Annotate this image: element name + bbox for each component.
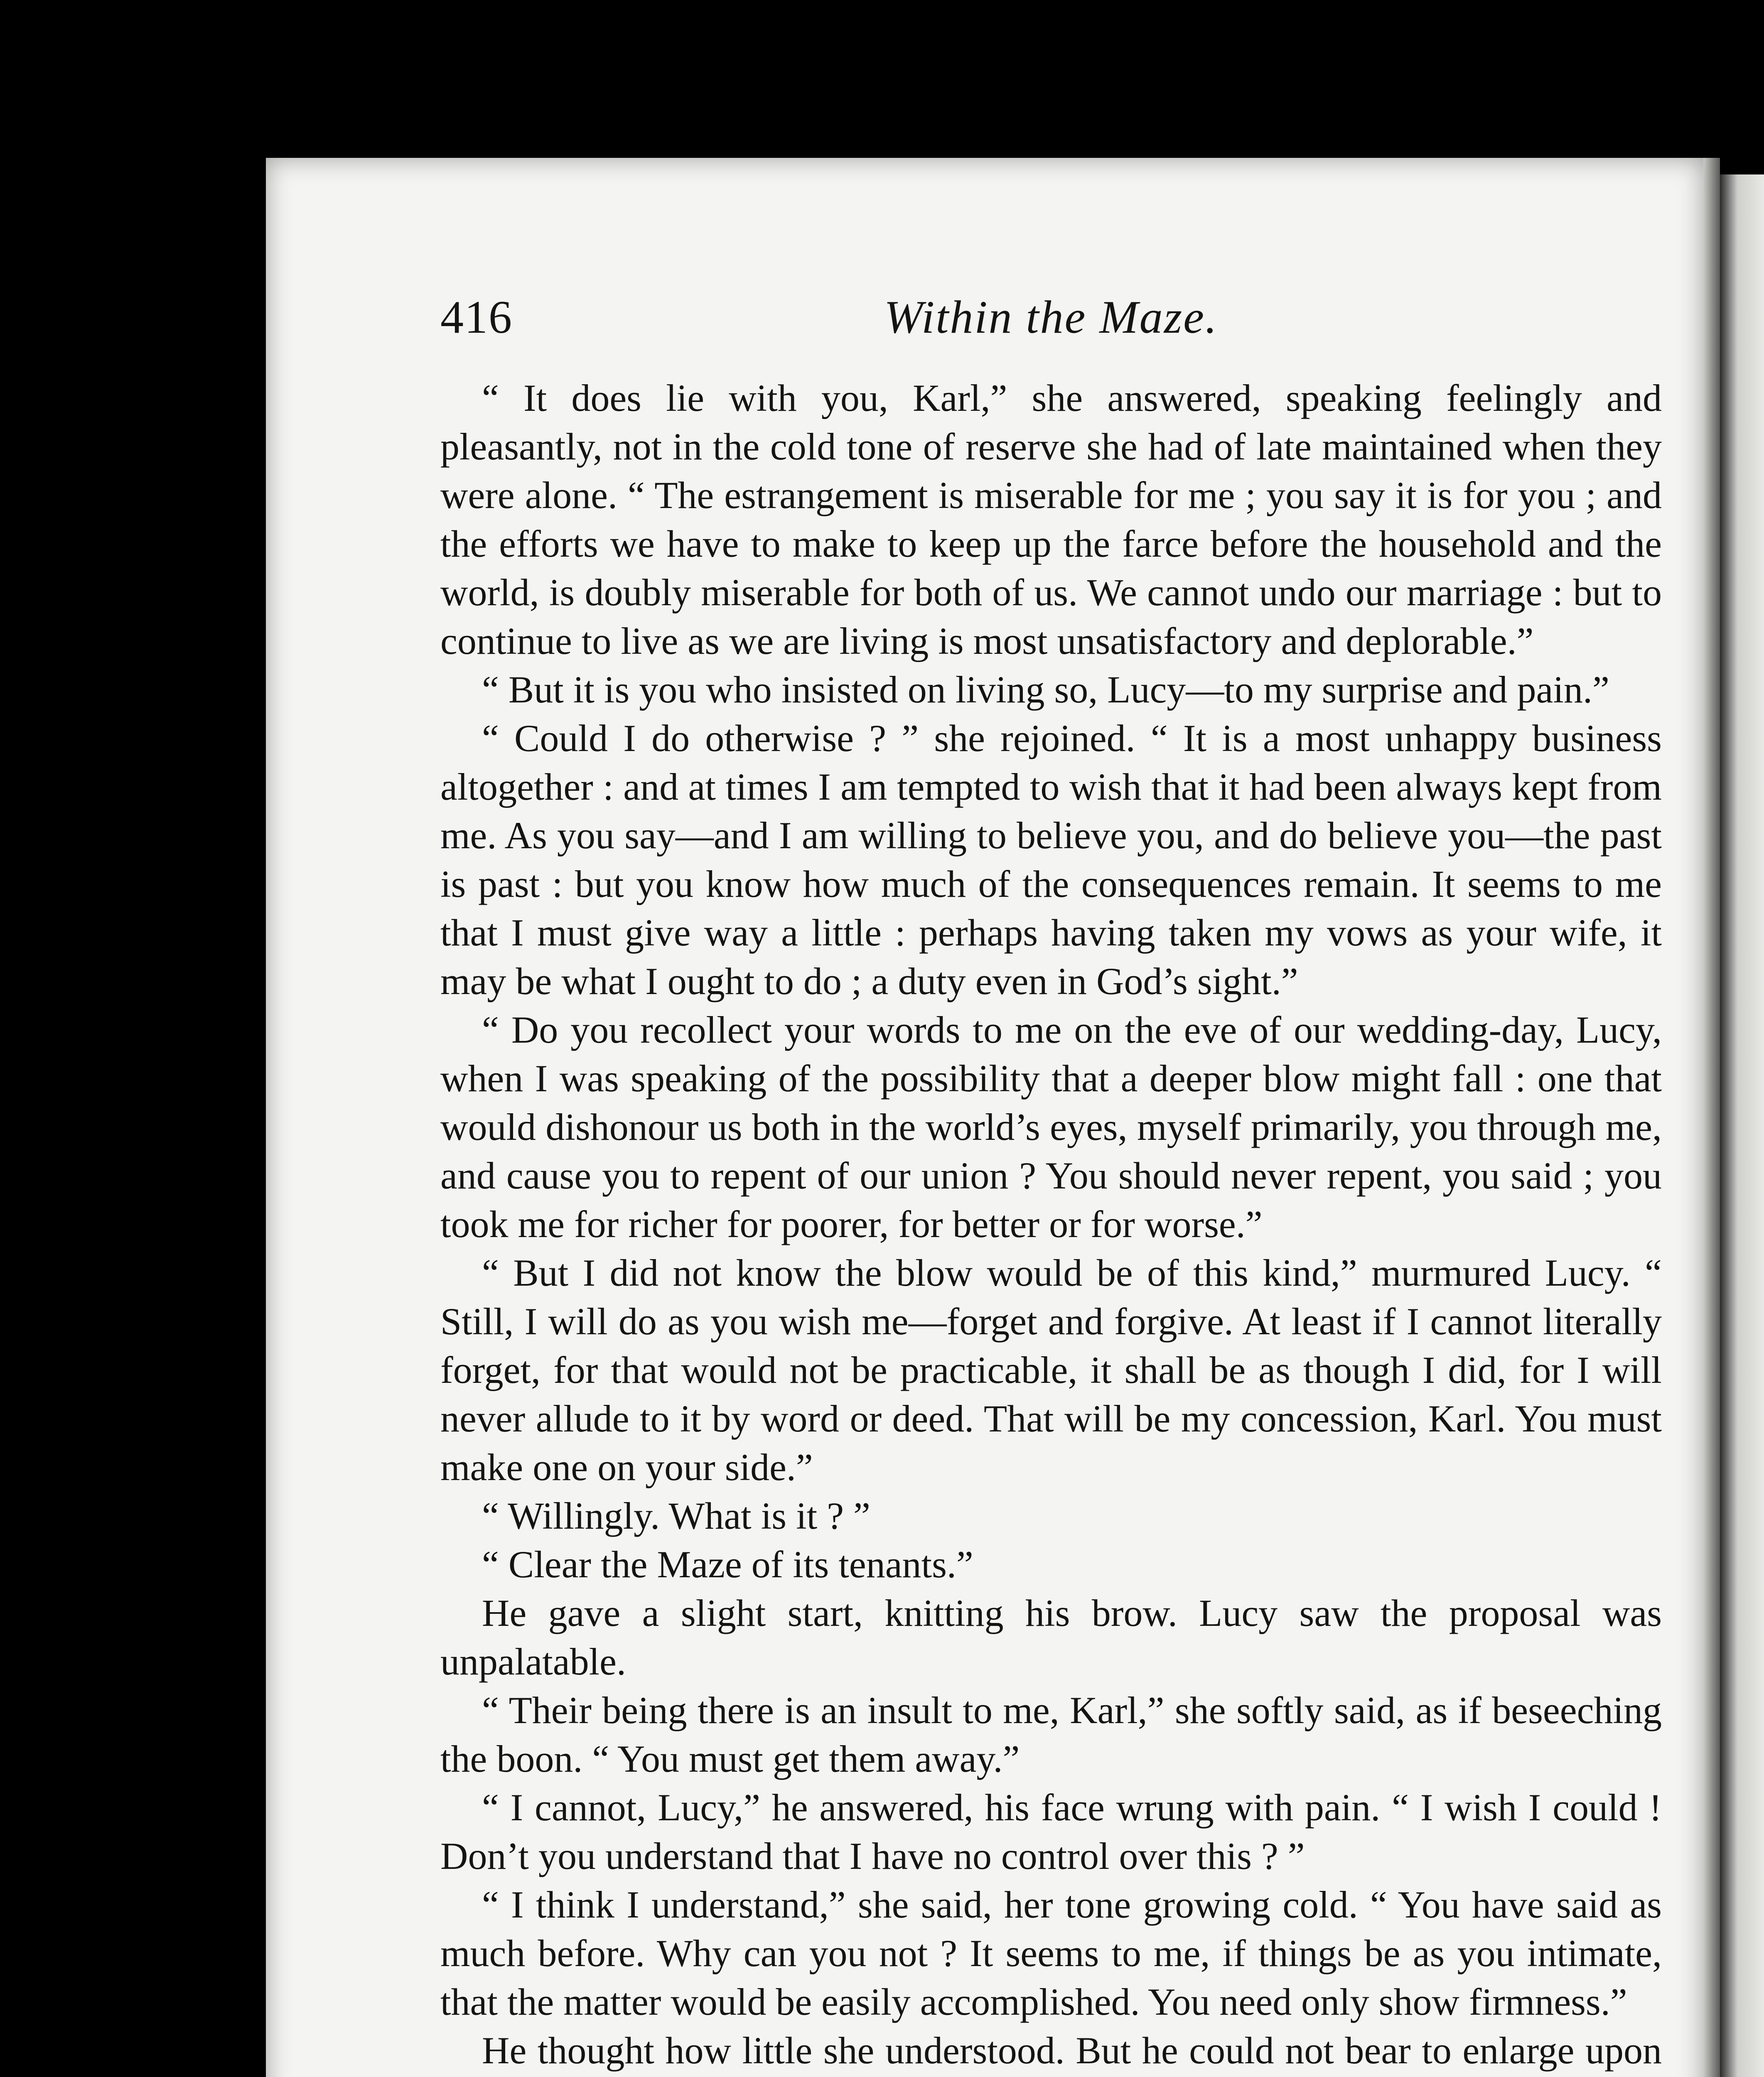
paragraph: He gave a slight start, knitting his brow. Lucy saw the proposal was unpalatable. xyxy=(440,1592,1662,1683)
paragraph: He thought how little she understood. But he could not bear to enlarge upon xyxy=(482,2029,1662,2072)
facing-page-edge xyxy=(1720,174,1764,2077)
paragraph: “ But it is you who insisted on living so, Lucy—to my surprise and pain.” xyxy=(482,668,1609,711)
paragraph: “ But I did not know the blow would be of this kind,” murmured Lucy. “ Still, I will do as you wish me—forget and forgive. At least if I cannot literally forget, for that would not be practicable, it shall be as though I did, for I will never allude to it by word or deed. That will be my concession, Karl. You must make one on your side.” xyxy=(440,1252,1662,1488)
page-number: 416 xyxy=(440,292,513,343)
page-gutter-shadow xyxy=(1703,158,1720,2077)
body-text xyxy=(440,374,1662,2077)
paragraph: “ Do you recollect your words to me on the eve of our wedding-day, Lucy, when I was speaking of the possibility that a deeper blow might fall : one that would dishonour us both in the world’s eyes, myself primarily, you through me, and cause you to repent of our union ? You should never repent, you said ; you took me for richer for poorer, for better or for worse.” xyxy=(440,1009,1662,1245)
paragraph: “ Their being there is an insult to me, Karl,” she softly said, as if beseeching the boon. “ You must get them away.” xyxy=(440,1689,1662,1780)
paragraph: “ It does lie with you, Karl,” she answered, speaking feelingly and pleasantly, not in the cold tone of reserve she had of late maintained when they were alone. “ The estrangement is miserable for me ; you say it is for you ; and the efforts we have to make to keep up the farce before the household and the world, is doubly miserable for both of us. We cannot undo our marriage : but to continue to live as we are living is most unsatisfactory and deplorable.” xyxy=(440,377,1662,662)
paragraph: “ I cannot, Lucy,” he answered, his face wrung with pain. “ I wish I could ! Don’t you understand that I have no control over this ? ” xyxy=(440,1786,1662,1877)
book-page xyxy=(266,158,1703,2077)
paragraph: “ I think I understand,” she said, her tone growing cold. “ You have said as much before. Why can you not ? It seems to me, if things be as you intimate, that the matter would be easily accomplished. You need only show firmness.” xyxy=(440,1883,1662,2023)
paragraph: “ Clear the Maze of its tenants.” xyxy=(482,1543,973,1586)
paragraph: “ Could I do otherwise ? ” she rejoined. “ It is a most unhappy business altogether : and at times I am tempted to wish that it had been always kept from me. As you say—and I am willing to believe you, and do believe you—the past is past : but you know how much of the consequences remain. It seems to me that I must give way a little : perhaps having taken my vows as your wife, it may be what I ought to do ; a duty even in God’s sight.” xyxy=(440,717,1662,1002)
page-header xyxy=(440,291,1662,357)
paragraph: “ Willingly. What is it ? ” xyxy=(482,1495,870,1537)
running-title: Within the Maze. xyxy=(884,292,1218,343)
